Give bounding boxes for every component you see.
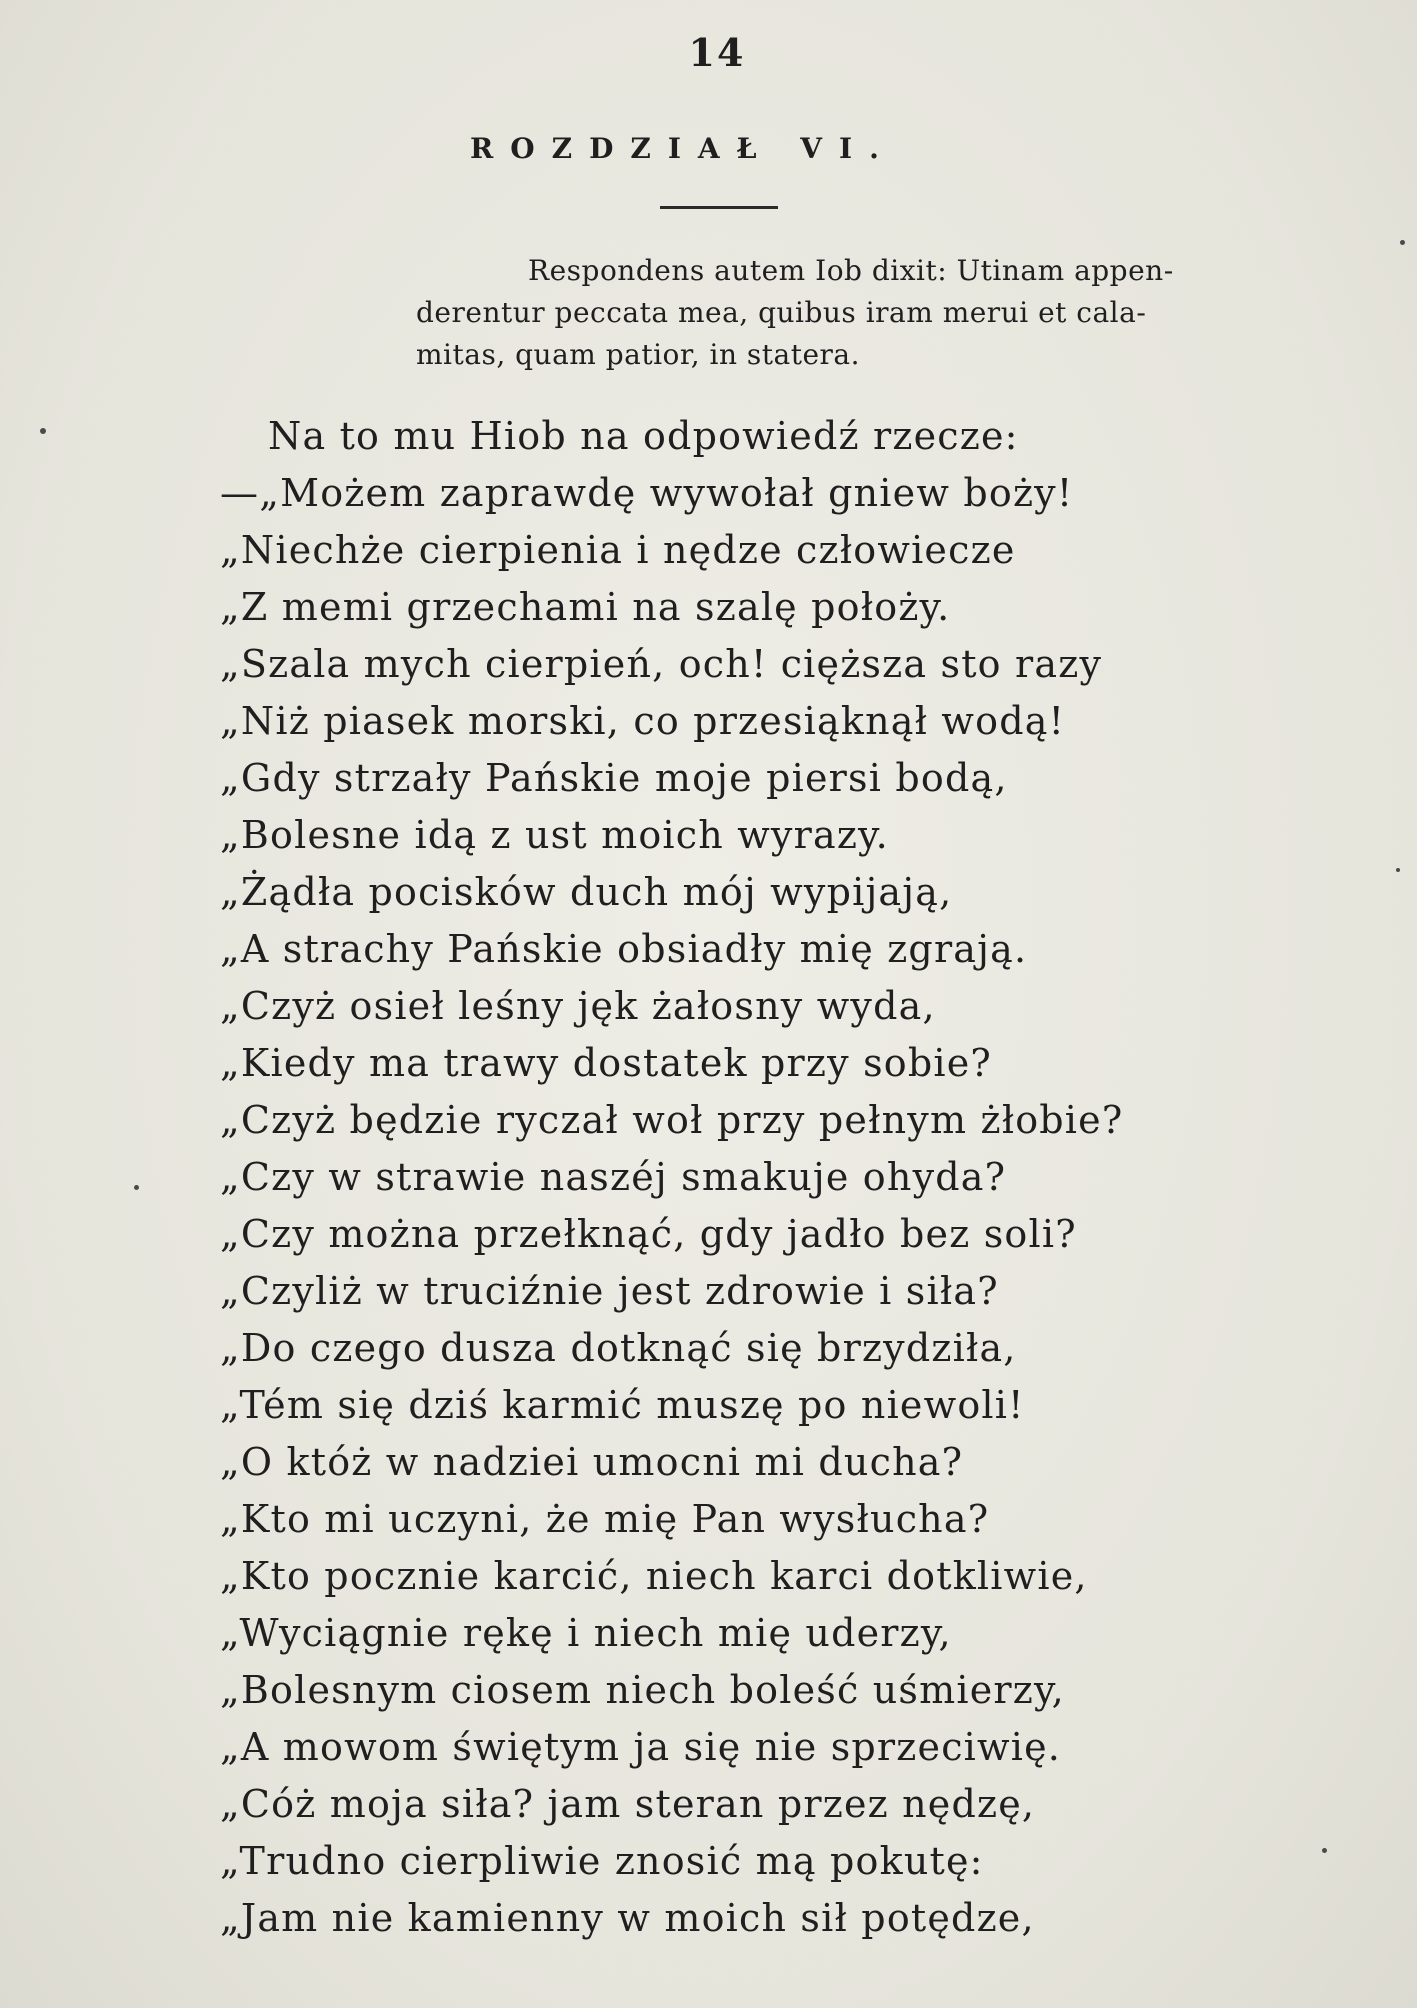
poem-line: „Czyliż w truciźnie jest zdrowie i siła? — [220, 1269, 999, 1313]
poem-line: „Gdy strzały Pańskie moje piersi bodą, — [220, 756, 1008, 800]
poem-line: „Wyciągnie rękę i niech mię uderzy, — [220, 1611, 952, 1655]
poem-line: „O któż w nadziei umocni mi ducha? — [220, 1440, 964, 1484]
poem-line: „A strachy Pańskie obsiadły mię zgrają. — [220, 927, 1028, 971]
poem-line: „Do czego dusza dotknąć się brzydziła, — [220, 1326, 1017, 1370]
poem-line: „Kto mi uczyni, że mię Pan wysłucha? — [220, 1497, 990, 1541]
poem-line: „Niechże cierpienia i nędze człowiecze — [220, 528, 1016, 572]
poem-line: Na to mu Hiob na odpowiedź rzecze: — [268, 414, 1019, 458]
poem-line: „Czy można przełknąć, gdy jadło bez soli? — [220, 1212, 1077, 1256]
poem-line: —„Możem zaprawdę wywołał gniew boży! — [220, 471, 1074, 515]
poem-line: „Bolesnym ciosem niech boleść uśmierzy, — [220, 1668, 1065, 1712]
poem-line: „A mowom świętym ja się nie sprzeciwię. — [220, 1725, 1062, 1769]
paper-speck — [40, 428, 46, 434]
poem-line: „Szala mych cierpień, och! cięższa sto razy — [220, 642, 1103, 686]
epigraph — [416, 250, 1356, 376]
poem-line: „Trudno cierpliwie znosić mą pokutę: — [220, 1839, 984, 1883]
poem-line: „Z memi grzechami na szalę położy. — [220, 585, 951, 629]
paper-speck — [1400, 240, 1405, 245]
epigraph-line: derentur peccata mea, quibus iram merui et cala- — [416, 296, 1147, 329]
poem-line: „Czyż osieł leśny jęk żałosny wyda, — [220, 984, 936, 1028]
poem-line: „Cóż moja siła? jam steran przez nędzę, — [220, 1782, 1036, 1826]
poem-line: „Niż piasek morski, co przesiąknął wodą! — [220, 699, 1066, 743]
poem-line: „Czyż będzie ryczał woł przy pełnym żłobie? — [220, 1098, 1124, 1142]
epigraph-line: Respondens autem Iob dixit: Utinam appen- — [528, 254, 1174, 287]
chapter-heading: ROZDZIAŁ VI. — [470, 132, 896, 165]
paper-speck — [134, 1185, 139, 1190]
poem-line: „Bolesne idą z ust moich wyrazy. — [220, 813, 889, 857]
paper-speck — [1322, 1848, 1327, 1853]
poem-line: „Żądła pocisków duch mój wypijają, — [220, 870, 953, 914]
page-number: 14 — [688, 30, 746, 75]
poem-line: „Jam nie kamienny w moich sił potędze, — [220, 1896, 1035, 1940]
poem-line: „Kto pocznie karcić, niech karci dotkliwie, — [220, 1554, 1088, 1598]
poem-line: „Tém się dziś karmić muszę po niewoli! — [220, 1383, 1025, 1427]
heading-rule — [660, 206, 778, 209]
epigraph-line: mitas, quam patior, in statera. — [416, 338, 861, 371]
paper-speck — [1396, 868, 1400, 872]
poem-line: „Czy w strawie naszéj smakuje ohyda? — [220, 1155, 1007, 1199]
poem-line: „Kiedy ma trawy dostatek przy sobie? — [220, 1041, 992, 1085]
